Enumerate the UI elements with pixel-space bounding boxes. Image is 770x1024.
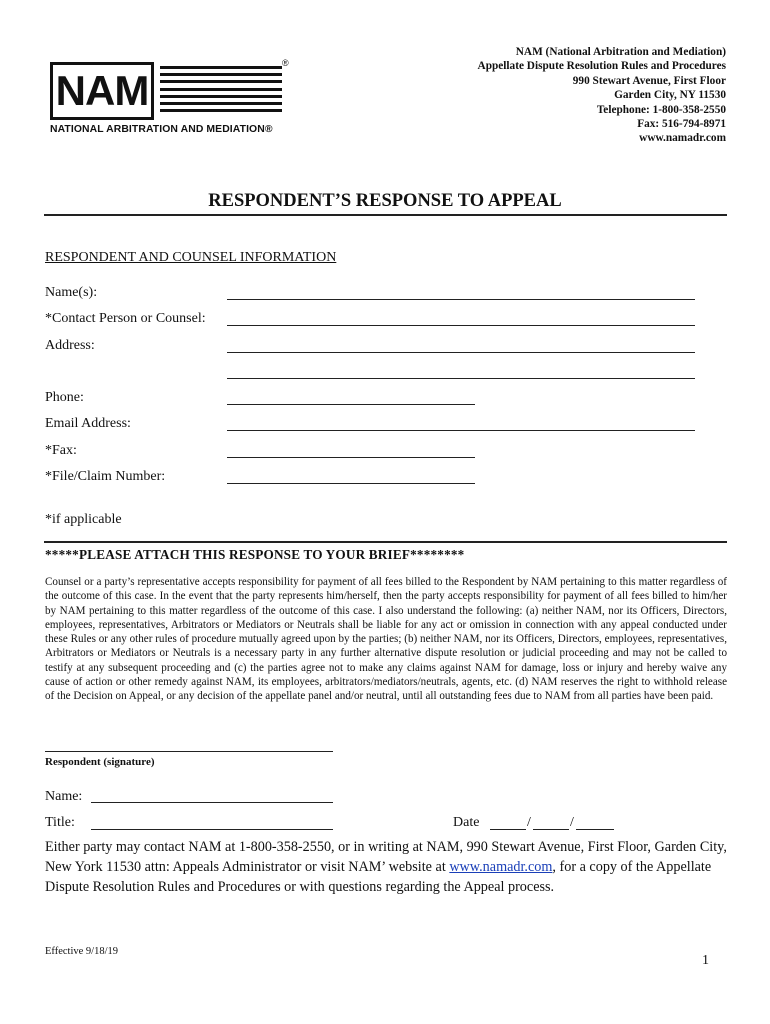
contact-label: *Contact Person or Counsel: (45, 311, 206, 326)
attach-notice: *****PLEASE ATTACH THIS RESPONSE TO YOUR BRIEF******** (45, 547, 465, 562)
address-line: Telephone: 1-800-358-2550 (596, 103, 726, 116)
names-field[interactable] (227, 299, 695, 300)
effective-date: Effective 9/18/19 (45, 946, 118, 957)
address-label: Address: (45, 338, 95, 353)
phone-field[interactable] (227, 404, 475, 405)
terms-paragraph: Counsel or a party’s representative accepts responsibility for payment of all fees billed to the Respondent by NAM pertaining to this matter regardless of the outcome of this case. In the event that the party represents him/herself, then the party accepts responsibility for payment of all fees billed to him/her by NAM pertaining to this matter regardless of the outcome of this case. I also understand the following: (a) neither NAM, nor its Officers, Directors, employees, representatives, Arbitrators or Mediators or Neutrals shall be liable for any act or omission in connection with any appeal conducted under these Rules or any other rules of procedure mutually agreed upon by the parties; (b) neither NAM, nor its Officers, Directors, employees, representatives, Arbitrators or Mediators or Neutrals is a necessary party in any further alternative dispute resolution or judicial proceeding and may not be called to testify at any subsequent proceeding and (c) the parties agree not to make any claims against NAM for damage, loss or injury and hereby waive any cause of action or other remedy against NAM, its employees, arbitrators/mediators/neutrals, agents, etc. (d) NAM reserves the right to withhold release of the Decision on Appeal, or any decision of the appellate panel and/or neutral, until all outstanding fees due to NAM from all parties have been paid. (45, 576, 727, 703)
address-line: NAM (National Arbitration and Mediation) (515, 46, 726, 58)
date-year-field[interactable] (576, 829, 614, 830)
logo-subtitle: NATIONAL ARBITRATION AND MEDIATION® (50, 124, 273, 135)
address-line: www.namadr.com (639, 132, 726, 145)
address-line: 990 Stewart Avenue, First Floor (572, 74, 726, 87)
logo-mark: NAM (50, 62, 154, 120)
file-claim-label: *File/Claim Number: (45, 469, 166, 484)
email-field[interactable] (227, 430, 695, 431)
title-divider (44, 214, 727, 216)
fax-label: *Fax: (45, 443, 77, 458)
date-separator: / (527, 815, 531, 830)
signature-caption: Respondent (signature) (45, 756, 155, 768)
address-line: Appellate Dispute Resolution Rules and Procedures (477, 60, 726, 73)
email-label: Email Address: (45, 416, 131, 431)
contact-field[interactable] (227, 325, 695, 326)
date-month-field[interactable] (490, 829, 526, 830)
website-link[interactable]: www.namadr.com (449, 859, 553, 875)
nam-logo (50, 58, 290, 138)
date-day-field[interactable] (533, 829, 569, 830)
signature-field[interactable] (45, 751, 333, 752)
section-heading: RESPONDENT AND COUNSEL INFORMATION (45, 250, 337, 265)
signer-name-field[interactable] (91, 802, 333, 803)
page-number: 1 (702, 953, 709, 968)
signer-title-field[interactable] (91, 829, 333, 830)
file-claim-field[interactable] (227, 483, 475, 484)
contact-text-end: , for a copy of the Appellate Dispute Resolution Rules and Procedures or with questions regarding the Appeal process. (45, 859, 712, 895)
address-line: Garden City, NY 11530 (614, 89, 726, 102)
logo-registered-mark: ® (282, 58, 289, 68)
address-block (478, 45, 726, 146)
address-line: Fax: 516-794-8971 (637, 118, 726, 131)
page-title: RESPONDENT’S RESPONSE TO APPEAL (208, 191, 562, 211)
if-applicable-note: *if applicable (45, 512, 122, 527)
signer-title-label: Title: (45, 815, 75, 830)
attach-divider (44, 541, 727, 543)
fax-field[interactable] (227, 457, 475, 458)
signer-name-label: Name: (45, 789, 83, 804)
contact-paragraph (45, 837, 733, 897)
date-label: Date (453, 815, 480, 830)
phone-label: Phone: (45, 390, 84, 405)
logo-stripes (160, 66, 282, 116)
contact-text: Either party may contact NAM at 1-800-358-2550, or in writing at NAM, 990 Stewart Avenue, First Floor, Garden City, New York 11530 attn: Appeals Administrator or visit NAM’ website at (45, 839, 727, 875)
date-separator: / (570, 815, 574, 830)
address-field-line2[interactable] (227, 378, 695, 379)
address-field-line1[interactable] (227, 352, 695, 353)
names-label: Name(s): (45, 285, 98, 300)
